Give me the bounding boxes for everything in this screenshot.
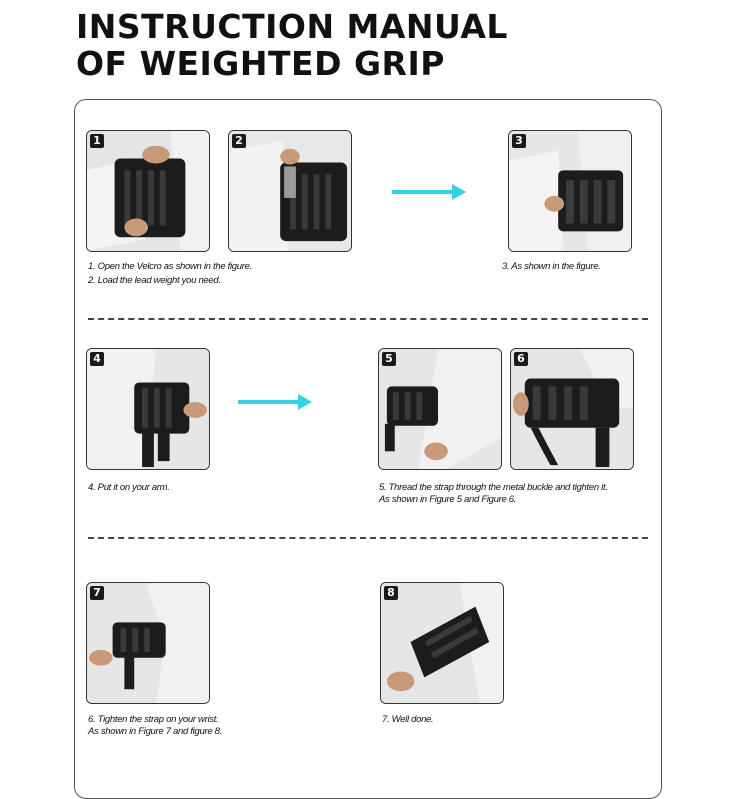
step-figure-1 — [86, 130, 210, 252]
step-number-4: 4 — [90, 352, 104, 366]
right-arrow-icon — [390, 182, 468, 202]
step-figure-6 — [510, 348, 634, 470]
title-line-2: OF WEIGHTED GRIP — [76, 44, 445, 83]
caption-step-4: 4. Put it on your arm. — [88, 482, 170, 493]
step-number-1: 1 — [90, 134, 104, 148]
step-number-2: 2 — [232, 134, 246, 148]
caption-step-3: 3. As shown in the figure. — [502, 261, 601, 272]
step-figure-8 — [380, 582, 504, 704]
section-divider — [88, 537, 648, 539]
section-divider — [88, 318, 648, 320]
step-number-5: 5 — [382, 352, 396, 366]
figure-6-illustration — [511, 349, 633, 469]
caption-step-2: 2. Load the lead weight you need. — [88, 275, 221, 286]
step-figure-5 — [378, 348, 502, 470]
caption-step-6-note: As shown in Figure 7 and figure 8. — [88, 726, 222, 737]
manual-title — [76, 8, 508, 82]
step-figure-3 — [508, 130, 632, 252]
caption-step-5-note: As shown in Figure 5 and Figure 6. — [379, 494, 517, 505]
step-figure-2 — [228, 130, 352, 252]
caption-step-6: 6. Tighten the strap on your wrist. — [88, 714, 219, 725]
step-number-8: 8 — [384, 586, 398, 600]
caption-step-1: 1. Open the Velcro as shown in the figure. — [88, 261, 252, 272]
caption-step-5: 5. Thread the strap through the metal buckle and tighten it. — [379, 482, 608, 493]
figure-5-illustration — [379, 349, 501, 469]
figure-1-illustration — [87, 131, 209, 251]
step-figure-7 — [86, 582, 210, 704]
caption-step-7: 7. Well done. — [382, 714, 434, 725]
step-number-7: 7 — [90, 586, 104, 600]
step-figure-4 — [86, 348, 210, 470]
figure-7-illustration — [87, 583, 209, 703]
step-number-3: 3 — [512, 134, 526, 148]
figure-2-illustration — [229, 131, 351, 251]
figure-3-illustration — [509, 131, 631, 251]
right-arrow-icon — [236, 392, 314, 412]
step-number-6: 6 — [514, 352, 528, 366]
figure-8-illustration — [381, 583, 503, 703]
title-line-1: INSTRUCTION MANUAL — [76, 7, 508, 46]
figure-4-illustration — [87, 349, 209, 469]
